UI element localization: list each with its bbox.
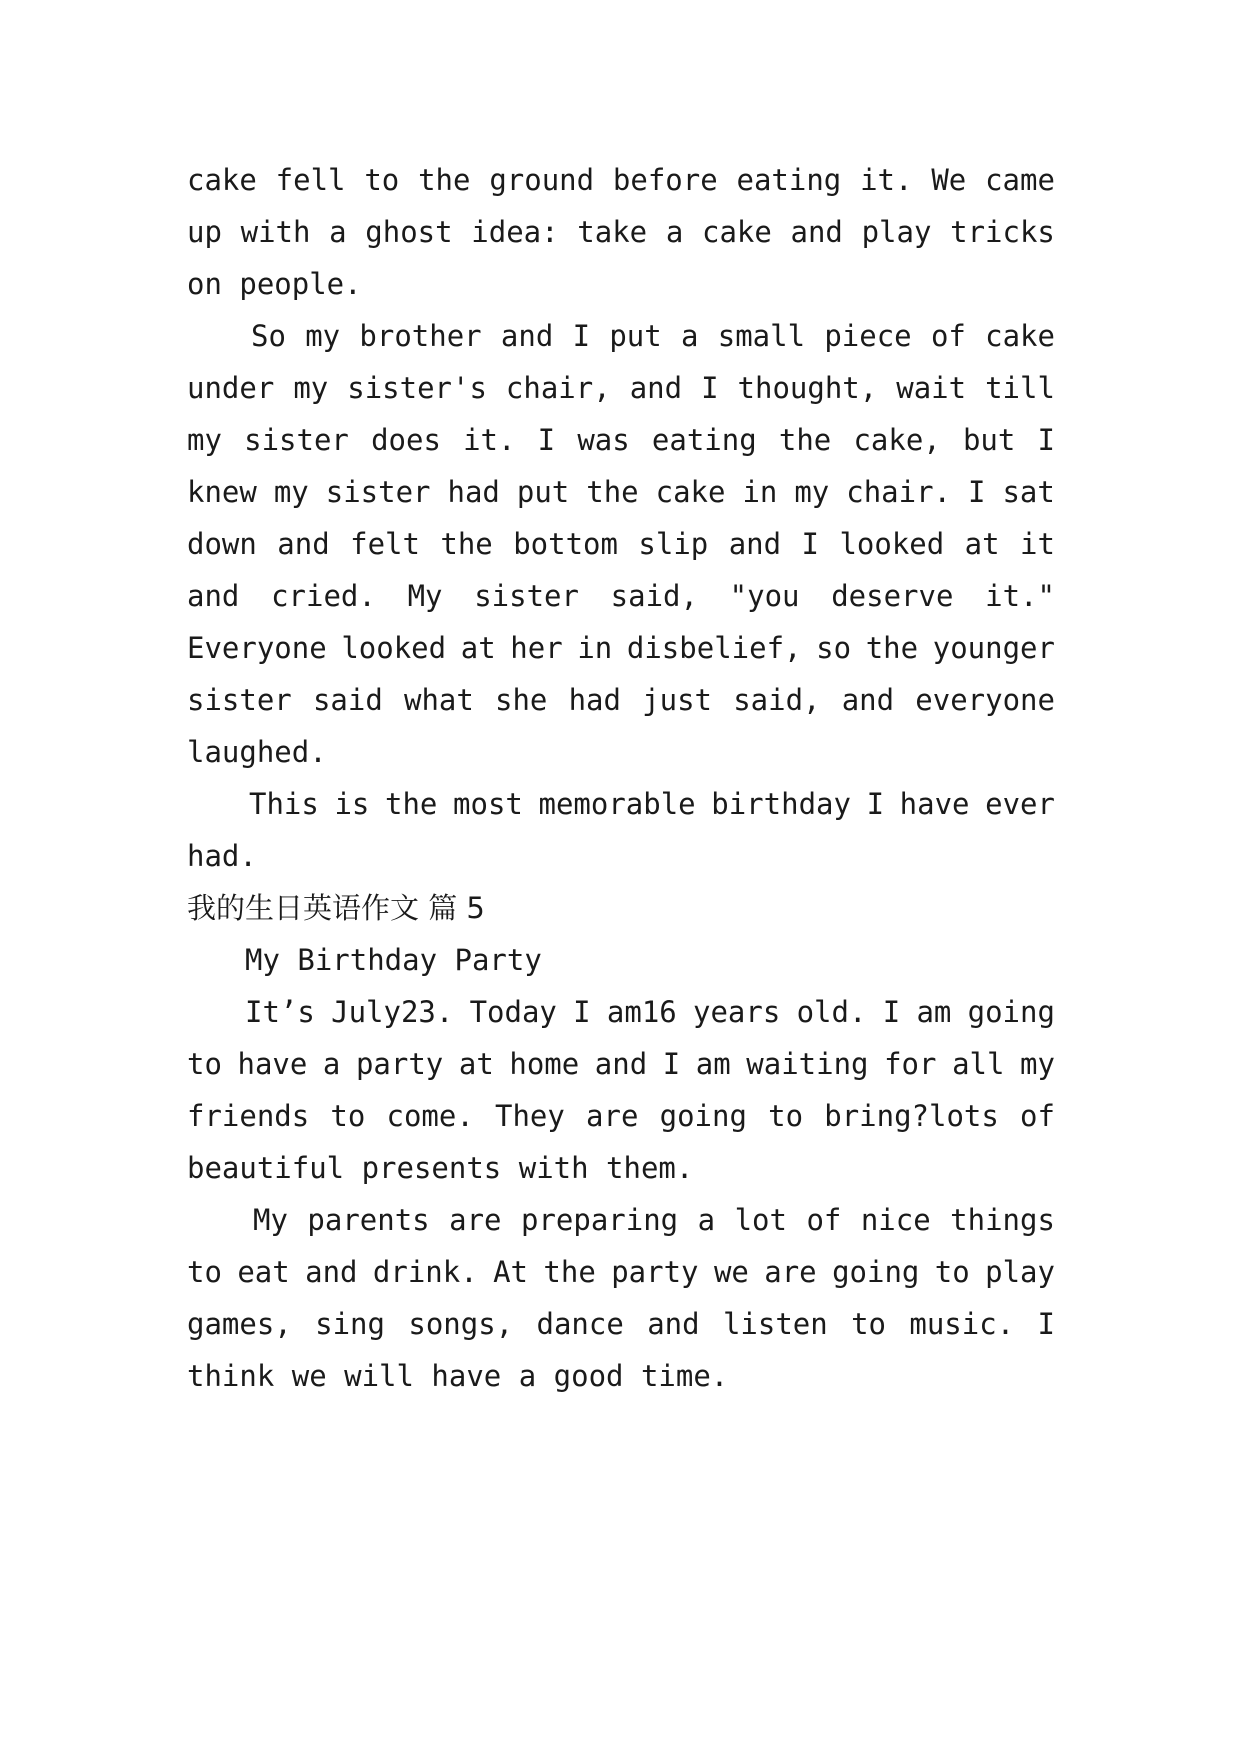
word: said, [610,579,698,613]
text-line [187,1304,1055,1344]
word: and [594,1047,648,1081]
word: eat [237,1255,290,1289]
word: sister [187,683,292,717]
text-line [253,1200,1055,1240]
word: to [364,163,400,197]
word: it [1020,527,1055,561]
word: of [1020,1099,1055,1133]
word: slip [638,527,709,561]
word: to [768,1099,804,1133]
essay-title: My Birthday Party [245,943,542,977]
word: was [577,423,630,457]
word: at [964,527,1000,561]
word: preparing [520,1203,679,1237]
word: my [273,475,309,509]
word: just [642,683,713,717]
word: party [611,1255,699,1289]
text-line [251,316,1055,356]
word: am [695,1047,731,1081]
word: music. [909,1307,1015,1341]
word: everyone [915,683,1055,717]
word: it. [463,423,516,457]
word: ever [985,787,1055,821]
word: chair. [846,475,952,509]
word: my [293,371,329,405]
word: the [440,527,493,561]
word: looked [839,527,945,561]
word: a [329,215,347,249]
text-line [187,1096,1055,1136]
word: They [495,1099,565,1133]
word: it. [860,163,913,197]
word: My [407,579,443,613]
word: chair, [505,371,611,405]
word: and [629,371,683,405]
word: are [764,1255,817,1289]
word: songs, [408,1307,514,1341]
word: but [962,423,1016,457]
word: my [1020,1047,1055,1081]
word: deserve [831,579,954,613]
section-heading: 我的生日英语作文 篇 5 [187,891,485,925]
word: to [851,1307,887,1341]
text-line [187,524,1055,564]
word: ground [489,163,595,197]
word: It’s [245,995,315,1029]
word: the [778,423,832,457]
word: in [742,475,778,509]
text-line [187,420,1055,460]
word: bring?lots [824,1099,999,1133]
word: under [187,371,275,405]
word: games, [187,1307,292,1341]
word: and [187,579,240,613]
word: piece [824,319,912,353]
text-line [187,576,1055,616]
word: younger [932,631,1055,665]
word: bottom [513,527,618,561]
word: old. [796,995,867,1029]
word: most [453,787,523,821]
text-line [187,680,1055,720]
word: she [495,683,548,717]
word: to [934,1255,970,1289]
word: down [187,527,257,561]
word: eating [651,423,757,457]
word: at [458,1047,494,1081]
word: have [899,787,970,821]
word: sister's [347,371,487,405]
word: the [865,631,919,665]
word: am16 [606,995,677,1029]
word: take [577,215,648,249]
word: eating [736,163,842,197]
word: years [693,995,781,1029]
word: my [187,423,222,457]
word: dance [536,1307,624,1341]
word: put [516,475,570,509]
word: are [586,1099,639,1133]
word: a [665,215,684,249]
text-line [245,992,1055,1032]
text-line [187,472,1055,512]
text-line: think we will have a good time. [187,1359,729,1393]
word: sister [244,423,349,457]
word: a [697,1203,716,1237]
word: I [573,995,591,1029]
word: put [609,319,662,353]
word: and [728,527,782,561]
word: "you [729,579,800,613]
text-line [187,368,1055,408]
word: the [418,163,471,197]
word: we [713,1255,749,1289]
word: I [866,787,885,821]
word: come. [386,1099,474,1133]
word: and [305,1255,358,1289]
word: ghost [365,215,453,249]
word: and [647,1307,700,1341]
word: home [509,1047,580,1081]
word: Today [469,995,557,1029]
word: I [1037,423,1055,457]
word: brother [359,319,482,353]
word: cried. [271,579,376,613]
word: cake, [853,423,941,457]
word: cake [655,475,726,509]
word: had [568,683,621,717]
word: Everyone [187,631,327,665]
word: going [967,995,1055,1029]
word: At [493,1255,529,1289]
word: a [681,319,699,353]
word: July23. [331,995,454,1029]
word: said [312,683,383,717]
word: I [801,527,819,561]
word: play [861,215,932,249]
word: I [572,319,591,353]
word: is [334,787,370,821]
text-line [187,212,1055,252]
word: I [1037,1307,1055,1341]
word: knew [187,475,257,509]
word: a [322,1047,341,1081]
word: and [841,683,895,717]
word: for [884,1047,937,1081]
word: cake [701,215,772,249]
word: tricks [950,215,1055,249]
word: sister [325,475,431,509]
text-line: on people. [187,267,362,301]
word: and [500,319,554,353]
word: are [449,1203,502,1237]
word: I [882,995,901,1029]
word: and [790,215,843,249]
word: of [806,1203,842,1237]
word: friends [187,1099,310,1133]
word: drink. [372,1255,478,1289]
word: parents [307,1203,430,1237]
word: I [701,371,719,405]
word: had [447,475,500,509]
word: going [659,1099,747,1133]
word: This [249,787,319,821]
word: I [537,423,556,457]
text-line [187,160,1055,200]
word: in [577,631,613,665]
word: my [794,475,830,509]
word: wait [896,371,967,405]
word: her [510,631,563,665]
word: all [952,1047,1005,1081]
text-line [187,1252,1055,1292]
word: the [385,787,438,821]
word: so [816,631,852,665]
word: up [187,215,222,249]
word: have [237,1047,308,1081]
word: sat [1002,475,1055,509]
word: with [240,215,311,249]
word: to [187,1255,222,1289]
word: I [662,1047,681,1081]
text-line [249,784,1055,824]
word: before [612,163,718,197]
word: cake [187,163,257,197]
word: the [543,1255,596,1289]
text-line: beautiful presents with them. [187,1151,694,1185]
word: waiting [746,1047,869,1081]
text-line: laughed. [187,735,327,769]
word: listen [722,1307,828,1341]
word: My [253,1203,288,1237]
text-line [187,1044,1055,1084]
word: of [930,319,966,353]
word: We [931,163,967,197]
word: till [985,371,1055,405]
word: and [277,527,330,561]
word: I [968,475,986,509]
word: idea: [471,215,559,249]
word: what [403,683,474,717]
word: fell [275,163,346,197]
word: small [717,319,806,353]
word: lot [734,1203,787,1237]
word: cake [985,319,1055,353]
word: said, [733,683,821,717]
word: memorable [538,787,696,821]
word: am [916,995,952,1029]
word: So [251,319,286,353]
word: party [355,1047,444,1081]
word: birthday [711,787,851,821]
word: sing [315,1307,385,1341]
text-line [187,628,1055,668]
word: to [187,1047,222,1081]
word: play [985,1255,1055,1289]
word: the [586,475,639,509]
word: came [985,163,1055,197]
word: my [305,319,341,353]
word: sister [474,579,579,613]
word: disbelief, [626,631,802,665]
word: to [330,1099,366,1133]
word: it." [985,579,1055,613]
text-line: had. [187,839,257,873]
word: does [371,423,441,457]
word: nice [860,1203,931,1237]
word: things [950,1203,1055,1237]
word: thought, [737,371,878,405]
word: looked [341,631,447,665]
word: at [460,631,496,665]
word: felt [350,527,420,561]
word: going [832,1255,920,1289]
